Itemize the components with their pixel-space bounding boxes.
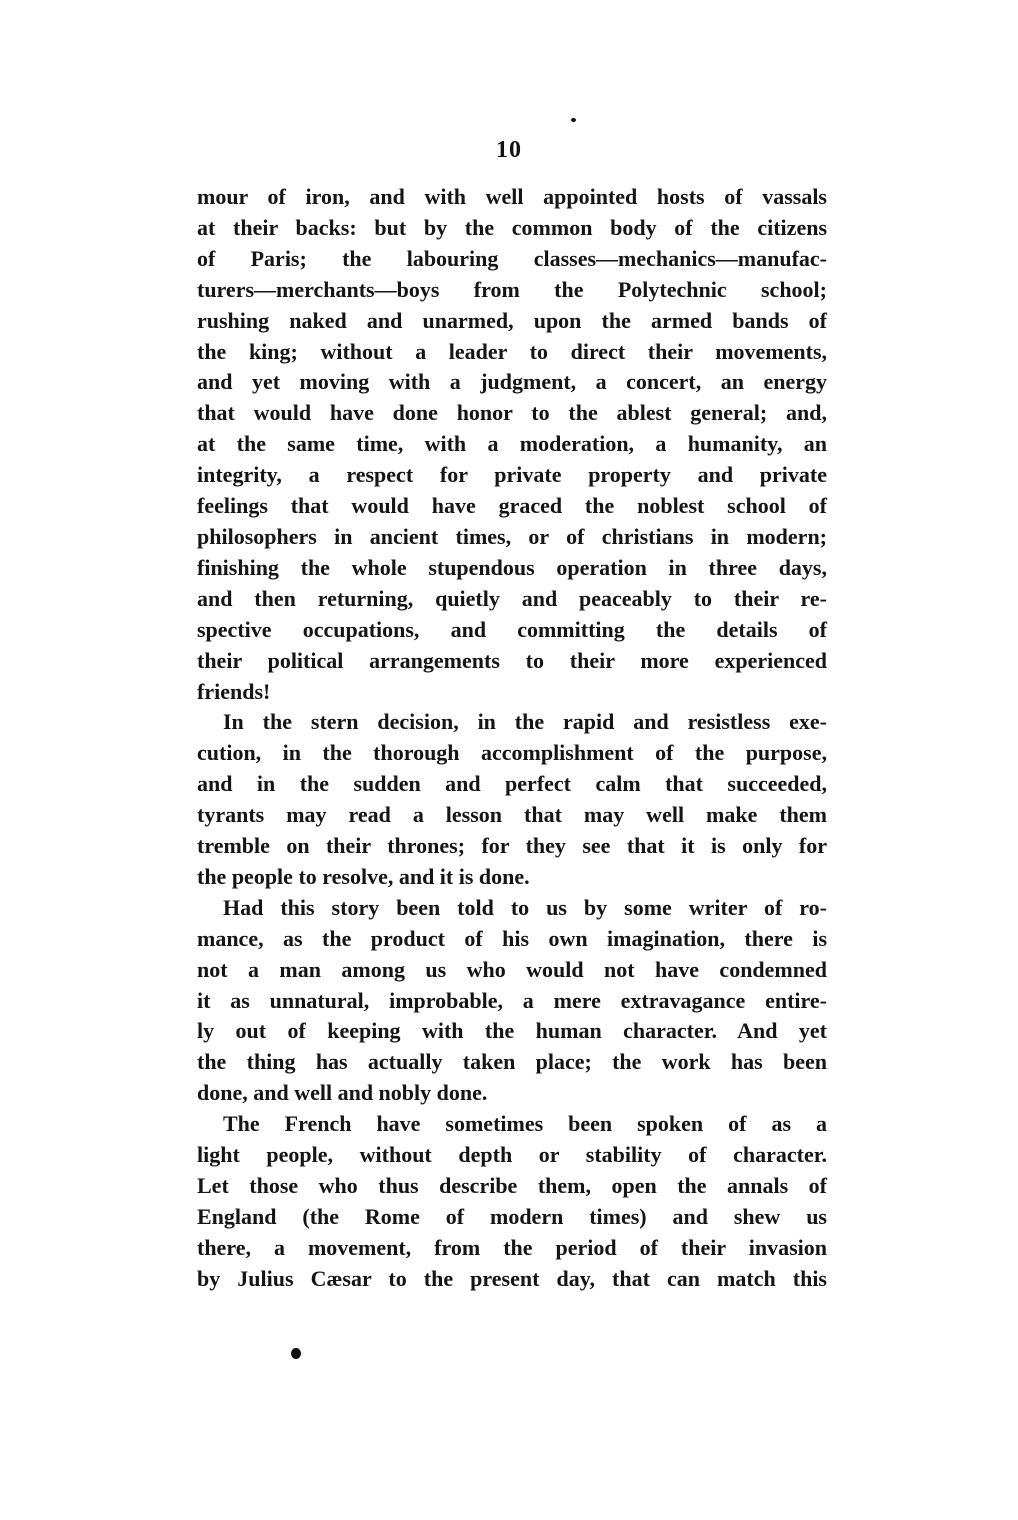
text-line: not a man among us who would not have condemned: [197, 956, 827, 982]
text-line: Let those who thus describe them, open the annals of: [197, 1173, 827, 1198]
text-line: The French have sometimes been spoken of as a: [223, 1111, 827, 1137]
text-line: finishing the whole stupendous operation in three days,: [197, 554, 827, 580]
text-line: spective occupations, and committing the details of: [197, 616, 827, 642]
text-line: tyrants may read a lesson that may well make them: [197, 802, 827, 828]
text-line: tremble on their thrones; for they see that it is only for: [197, 833, 827, 859]
text-line: by Julius Cæsar to the present day, that can match this: [197, 1265, 827, 1291]
text-line: there, a movement, from the period of their invasion: [197, 1234, 827, 1260]
ink-speck-bottom: [291, 1348, 301, 1359]
text-line: philosophers in ancient times, or of christians in modern;: [197, 523, 827, 549]
text-line: the people to resolve, and it is done.: [197, 863, 530, 889]
text-line: feelings that would have graced the noblest school of: [197, 493, 827, 519]
text-line: the thing has actually taken place; the work has been: [197, 1049, 827, 1075]
text-line: friends!: [197, 678, 271, 704]
paragraph: [197, 182, 827, 707]
text-line: cution, in the thorough accomplishment of the purpose,: [197, 740, 827, 766]
text-line: that would have done honor to the ablest general; and,: [197, 400, 827, 426]
text-line: mance, as the product of his own imagination, there is: [197, 925, 827, 951]
text-line: their political arrangements to their more experienced: [197, 647, 827, 673]
paragraph: [197, 893, 827, 1109]
text-line: of Paris; the labouring classes—mechanics—manufac-: [197, 245, 827, 271]
text-line: it as unnatural, improbable, a mere extravagance entire-: [197, 987, 827, 1013]
paragraph: [197, 707, 827, 892]
text-block: [197, 182, 827, 1295]
text-line: integrity, a respect for private property and private: [197, 462, 827, 488]
text-line: light people, without depth or stability of character.: [197, 1142, 827, 1168]
text-line: at the same time, with a moderation, a humanity, an: [197, 431, 827, 457]
text-line: and yet moving with a judgment, a concert, an energy: [197, 369, 827, 395]
text-line: ly out of keeping with the human character. And yet: [197, 1018, 827, 1044]
text-line: and then returning, quietly and peaceably to their re-: [197, 585, 827, 611]
text-line: the king; without a leader to direct their movements,: [197, 338, 827, 364]
text-line: In the stern decision, in the rapid and resistless exe-: [223, 709, 827, 735]
ink-speck-top: [571, 118, 576, 122]
text-line: mour of iron, and with well appointed hosts of vassals: [197, 184, 827, 209]
page-number: 10: [496, 137, 522, 163]
text-line: rushing naked and unarmed, upon the armed bands of: [197, 307, 827, 333]
text-line: England (the Rome of modern times) and shew us: [197, 1203, 827, 1229]
text-line: done, and well and nobly done.: [197, 1080, 488, 1106]
text-line: at their backs: but by the common body of the citizens: [197, 214, 827, 240]
text-line: Had this story been told to us by some writer of ro-: [223, 894, 827, 920]
paragraph: [197, 1109, 827, 1294]
text-line: and in the sudden and perfect calm that succeeded,: [197, 771, 827, 797]
text-line: turers—merchants—boys from the Polytechnic school;: [197, 276, 827, 302]
